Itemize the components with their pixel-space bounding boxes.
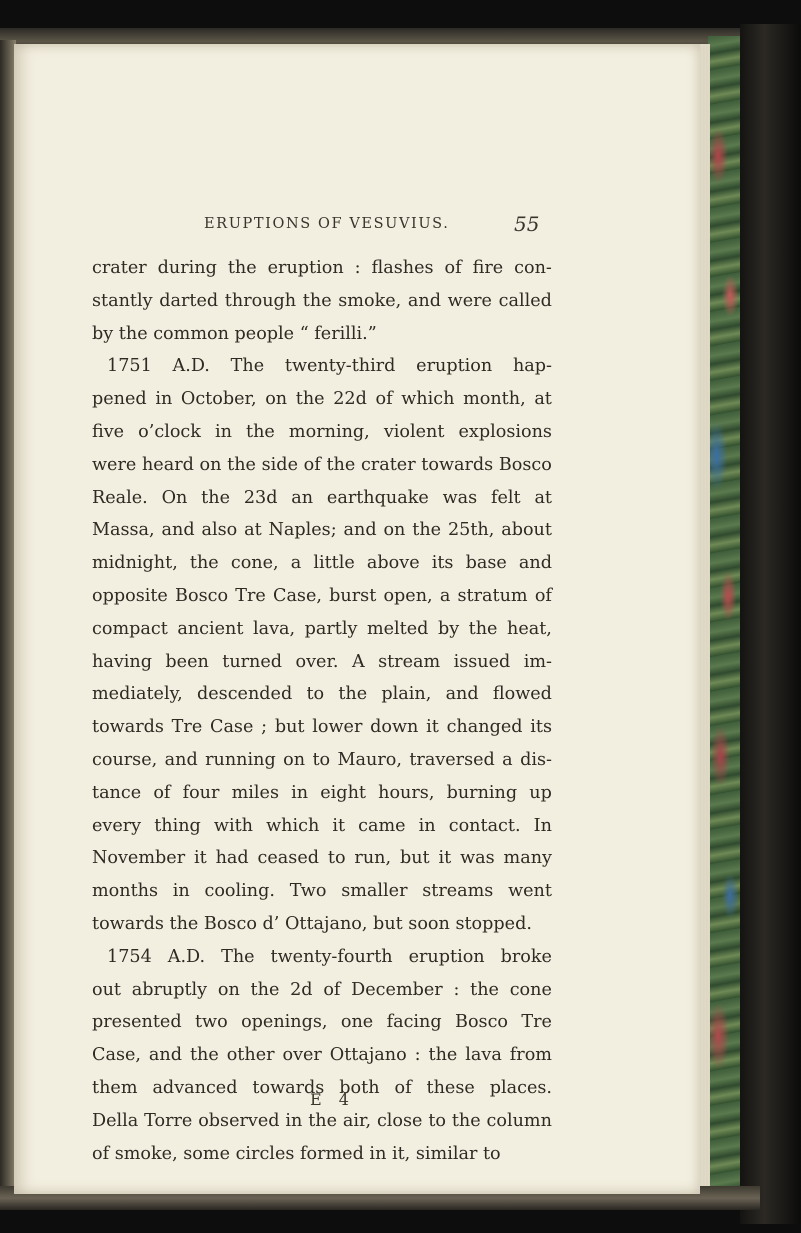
text-line: 1751 A.D. The twenty-third eruption hap- <box>107 356 552 377</box>
page-header <box>14 212 700 236</box>
text-line: mediately, descended to the plain, and flowed <box>92 684 552 705</box>
text-line: November it had ceased to run, but it was many <box>92 848 552 869</box>
text-line: compact ancient lava, partly melted by the heat, <box>92 618 552 639</box>
text-line: months in cooling. Two smaller streams went <box>92 881 552 902</box>
text-line: of smoke, some circles formed in it, similar to <box>92 1143 501 1164</box>
text-line: opposite Bosco Tre Case, burst open, a stratum of <box>92 585 552 606</box>
cover-board <box>740 24 801 1224</box>
text-line: Della Torre observed in the air, close to the column <box>92 1110 552 1131</box>
text-line: towards Tre Case ; but lower down it changed its <box>92 717 552 738</box>
text-line: pened in October, on the 22d of which month, at <box>92 389 552 410</box>
signature-mark-text: E 4 <box>310 1090 355 1109</box>
text-line: crater during the eruption : flashes of fire con- <box>92 258 552 278</box>
text-line: by the common people “ ferilli.” <box>92 323 377 344</box>
text-line: Reale. On the 23d an earthquake was felt at <box>92 487 552 508</box>
text-line: having been turned over. A stream issued im- <box>92 651 552 672</box>
text-line: every thing with which it came in contact. In <box>92 815 552 836</box>
text-line: midnight, the cone, a little above its base and <box>92 553 552 574</box>
text-line: them advanced towards both of these places. <box>92 1077 552 1098</box>
text-line: Case, and the other over Ottajano : the lava from <box>92 1045 552 1066</box>
body-text <box>92 252 552 1170</box>
marbled-endpaper <box>708 36 740 1196</box>
running-head: ERUPTIONS OF VESUVIUS. <box>204 216 450 232</box>
text-line: presented two openings, one facing Bosco Tre <box>92 1012 552 1033</box>
text-line: were heard on the side of the crater towards Bosco <box>92 454 552 475</box>
page-number: 55 <box>514 212 540 236</box>
text-line: towards the Bosco d’ Ottajano, but soon stopped. <box>92 913 532 934</box>
text-line: five o’clock in the morning, violent explosions <box>92 421 552 442</box>
text-line: Massa, and also at Naples; and on the 25th, about <box>92 520 552 541</box>
text-line: course, and running on to Mauro, traversed a dis- <box>92 749 552 770</box>
text-line: 1754 A.D. The twenty-fourth eruption broke <box>107 946 552 967</box>
text-line: tance of four miles in eight hours, burning up <box>92 782 552 803</box>
text-line: out abruptly on the 2d of December : the cone <box>92 979 552 1000</box>
text-line: stantly darted through the smoke, and were called <box>92 290 552 311</box>
book-page <box>14 44 700 1194</box>
